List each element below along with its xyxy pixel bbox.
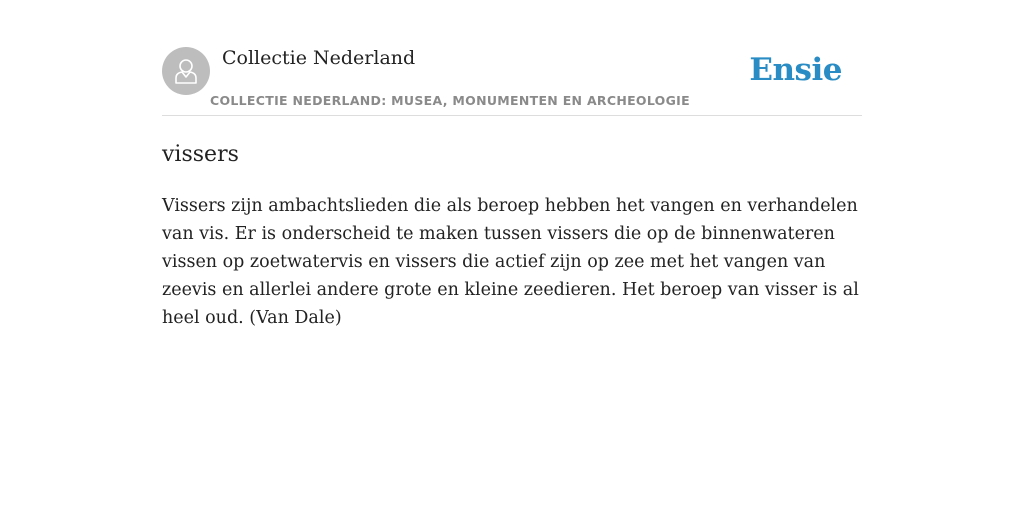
author-avatar[interactable] (162, 47, 210, 95)
brand-logo[interactable]: Ensie (749, 52, 842, 88)
entry-header (162, 0, 862, 116)
user-outline-icon (171, 56, 201, 86)
entry-definition: Vissers zijn ambachtslieden die als beroep hebben het vangen en verhandelen van vis. Er is onderscheid te maken tussen vissers die op de binnenwateren vissen op zoetwatervis en vissers die actief zijn op zee met het vangen van zeevis en allerlei andere grote en kleine zeedieren. Het beroep van visser is al heel oud. (Van Dale) (162, 196, 859, 328)
author-subtitle[interactable]: COLLECTIE NEDERLAND: MUSEA, MONUMENTEN EN ARCHEOLOGIE (210, 93, 690, 108)
author-name[interactable]: Collectie Nederland (222, 47, 416, 69)
entry-card (162, 0, 862, 512)
entry-title: vissers (162, 142, 239, 167)
